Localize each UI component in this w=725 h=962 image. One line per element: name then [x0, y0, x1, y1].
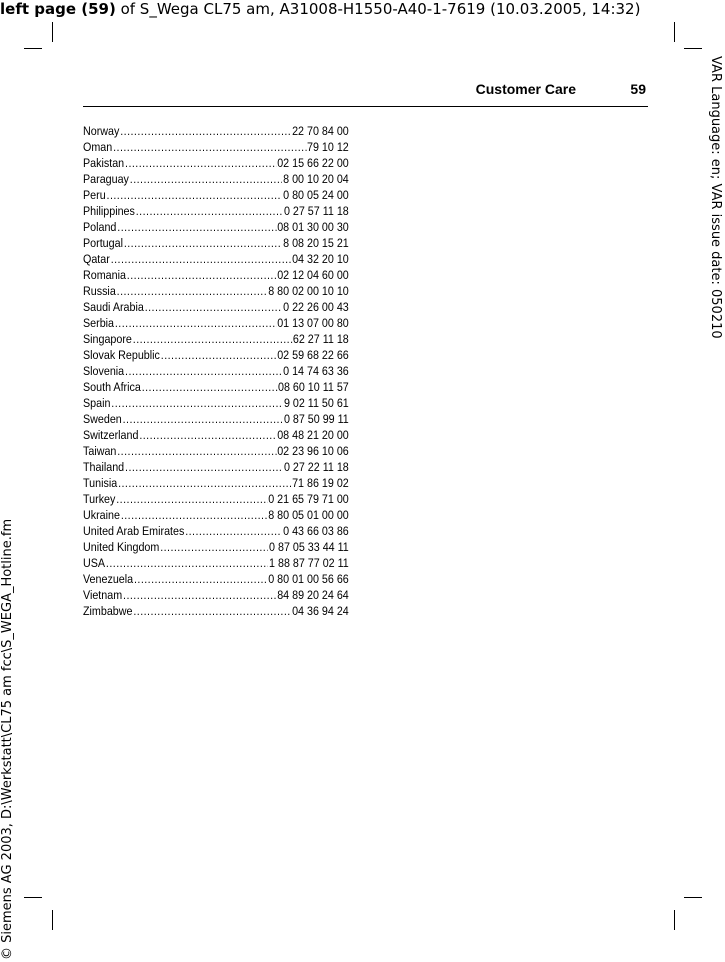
- dot-leader: [185, 523, 282, 539]
- hotline-row: [83, 363, 349, 379]
- hotline-country: Taiwan: [83, 444, 117, 458]
- hotline-country: Tunisia: [83, 476, 118, 490]
- hotline-number: 04 32 20 10: [292, 252, 349, 266]
- dot-leader: [117, 283, 268, 299]
- dot-leader: [111, 395, 283, 411]
- hotline-number: 08 01 30 00 30: [277, 220, 349, 234]
- hotline-row: [83, 267, 349, 283]
- crop-mark: [684, 48, 702, 49]
- dot-leader: [118, 475, 291, 491]
- hotline-country: Peru: [83, 188, 106, 202]
- dot-leader: [113, 139, 306, 155]
- print-header: [0, 0, 640, 18]
- dot-leader: [133, 331, 292, 347]
- hotline-country: Thailand: [83, 460, 125, 474]
- section-title: Customer Care: [475, 81, 576, 97]
- hotline-country: Portugal: [83, 236, 123, 250]
- crop-mark: [684, 897, 702, 898]
- dot-leader: [117, 443, 276, 459]
- hotline-country: Russia: [83, 284, 116, 298]
- hotline-number: 0 14 74 63 36: [283, 364, 349, 378]
- hotline-number: 0 43 66 03 86: [283, 524, 349, 538]
- dot-leader: [161, 347, 277, 363]
- hotline-row: [83, 459, 349, 475]
- hotline-row: [83, 235, 349, 251]
- hotline-number: 02 15 66 22 00: [277, 156, 349, 170]
- dot-leader: [123, 411, 283, 427]
- hotline-row: [83, 555, 349, 571]
- dot-leader: [134, 571, 267, 587]
- hotline-row: [83, 475, 349, 491]
- hotline-country: United Kingdom: [83, 540, 160, 554]
- hotline-number: 9 02 11 50 61: [283, 396, 349, 410]
- hotline-row: [83, 379, 349, 395]
- hotline-number: 8 08 20 15 21: [283, 236, 349, 250]
- hotline-number: 04 36 94 24: [292, 604, 349, 618]
- hotline-number: 02 12 04 60 00: [277, 268, 349, 282]
- hotline-row: [83, 507, 349, 523]
- dot-leader: [117, 219, 276, 235]
- hotline-row: [83, 587, 349, 603]
- dot-leader: [107, 187, 283, 203]
- dot-leader: [136, 203, 283, 219]
- hotline-row: [83, 139, 349, 155]
- dot-leader: [116, 491, 267, 507]
- hotline-country: Oman: [83, 140, 113, 154]
- hotline-number: 71 86 19 02: [292, 476, 349, 490]
- hotline-country: Poland: [83, 220, 117, 234]
- hotline-country: Slovak Republic: [83, 348, 160, 362]
- hotline-number: 08 60 10 11 57: [277, 380, 349, 394]
- print-header-details: of S_Wega CL75 am, A31008-H1550-A40-1-7619 (10.03.2005, 14:32): [115, 0, 641, 18]
- hotline-row: [83, 395, 349, 411]
- hotline-row: [83, 427, 349, 443]
- hotline-country: United Arab Emirates: [83, 524, 185, 538]
- hotline-number: 0 27 22 11 18: [283, 460, 349, 474]
- dot-leader: [125, 459, 283, 475]
- hotline-number: 0 27 57 11 18: [283, 204, 349, 218]
- hotline-row: [83, 491, 349, 507]
- hotline-number: 02 59 68 22 66: [277, 348, 349, 362]
- hotline-country: Venezuela: [83, 572, 134, 586]
- dot-leader: [127, 267, 277, 283]
- hotline-country: Serbia: [83, 316, 115, 330]
- hotline-row: [83, 219, 349, 235]
- hotline-row: [83, 523, 349, 539]
- hotline-number: 8 00 10 20 04: [283, 172, 349, 186]
- hotline-row: [83, 347, 349, 363]
- crop-mark: [52, 22, 53, 42]
- dot-leader: [115, 315, 276, 331]
- dot-leader: [145, 299, 283, 315]
- dot-leader: [120, 123, 291, 139]
- hotline-country: Spain: [83, 396, 111, 410]
- dot-leader: [139, 427, 276, 443]
- dot-leader: [133, 603, 291, 619]
- hotline-number: 01 13 07 00 80: [277, 316, 349, 330]
- side-text-language: VAR Language: en; VAR issue date: 050210: [708, 56, 723, 339]
- hotline-number: 0 80 05 24 00: [283, 188, 349, 202]
- print-header-page: left page (59): [0, 0, 116, 18]
- hotline-row: [83, 443, 349, 459]
- hotline-country: Slovenia: [83, 364, 125, 378]
- crop-mark: [674, 910, 675, 930]
- crop-mark: [24, 897, 42, 898]
- hotline-row: [83, 155, 349, 171]
- hotline-number: 02 23 96 10 06: [277, 444, 349, 458]
- hotline-row: [83, 571, 349, 587]
- hotline-number: 0 87 50 99 11: [283, 412, 349, 426]
- dot-leader: [130, 171, 282, 187]
- hotline-country: Singapore: [83, 332, 132, 346]
- hotline-country: USA: [83, 556, 106, 570]
- hotline-number: 0 87 05 33 44 11: [269, 540, 349, 554]
- hotline-row: [83, 187, 349, 203]
- dot-leader: [160, 539, 268, 555]
- hotline-number: 1 88 87 77 02 11: [269, 556, 349, 570]
- dot-leader: [125, 363, 282, 379]
- hotline-country: Romania: [83, 268, 126, 282]
- hotline-row: [83, 123, 349, 139]
- hotline-country: Philippines: [83, 204, 135, 218]
- hotline-number: 0 22 26 00 43: [283, 300, 349, 314]
- hotline-row: [83, 603, 349, 619]
- dot-leader: [125, 155, 276, 171]
- page-number: 59: [630, 81, 646, 97]
- hotline-number: 0 21 65 79 71 00: [268, 492, 349, 506]
- crop-mark: [674, 22, 675, 42]
- hotline-number: 22 70 84 00: [292, 124, 349, 138]
- hotline-row: [83, 251, 349, 267]
- dot-leader: [123, 587, 276, 603]
- hotline-country: Ukraine: [83, 508, 120, 522]
- crop-mark: [52, 910, 53, 930]
- hotline-row: [83, 539, 349, 555]
- hotline-country: Zimbabwe: [83, 604, 133, 618]
- hotline-country: Paraguay: [83, 172, 129, 186]
- dot-leader: [142, 379, 277, 395]
- hotline-row: [83, 331, 349, 347]
- dot-leader: [111, 251, 292, 267]
- hotline-row: [83, 283, 349, 299]
- hotline-number: 79 10 12: [307, 140, 349, 154]
- hotline-row: [83, 171, 349, 187]
- hotline-country: Switzerland: [83, 428, 139, 442]
- running-head: [83, 78, 648, 107]
- hotline-row: [83, 203, 349, 219]
- dot-leader: [121, 507, 268, 523]
- hotline-country: South Africa: [83, 380, 141, 394]
- side-text-copyright: © Siemens AG 2003, D:\Werkstatt\CL75 am fcc\S_WEGA_Hotline.fm: [0, 518, 15, 960]
- hotline-row: [83, 315, 349, 331]
- hotline-number: 0 80 01 00 56 66: [268, 572, 349, 586]
- hotline-number: 62 27 11 18: [292, 332, 349, 346]
- hotline-number: 84 89 20 24 64: [277, 588, 349, 602]
- hotline-number: 8 80 05 01 00 00: [268, 508, 349, 522]
- hotline-row: [83, 411, 349, 427]
- dot-leader: [106, 555, 268, 571]
- hotline-number: 08 48 21 20 00: [277, 428, 349, 442]
- hotline-country: Pakistan: [83, 156, 125, 170]
- hotline-country: Sweden: [83, 412, 122, 426]
- hotline-list: [83, 123, 349, 619]
- hotline-country: Saudi Arabia: [83, 300, 144, 314]
- dot-leader: [124, 235, 282, 251]
- hotline-row: [83, 299, 349, 315]
- hotline-country: Turkey: [83, 492, 116, 506]
- hotline-number: 8 80 02 00 10 10: [268, 284, 349, 298]
- hotline-country: Norway: [83, 124, 120, 138]
- hotline-country: Vietnam: [83, 588, 123, 602]
- hotline-country: Qatar: [83, 252, 110, 266]
- crop-mark: [24, 48, 42, 49]
